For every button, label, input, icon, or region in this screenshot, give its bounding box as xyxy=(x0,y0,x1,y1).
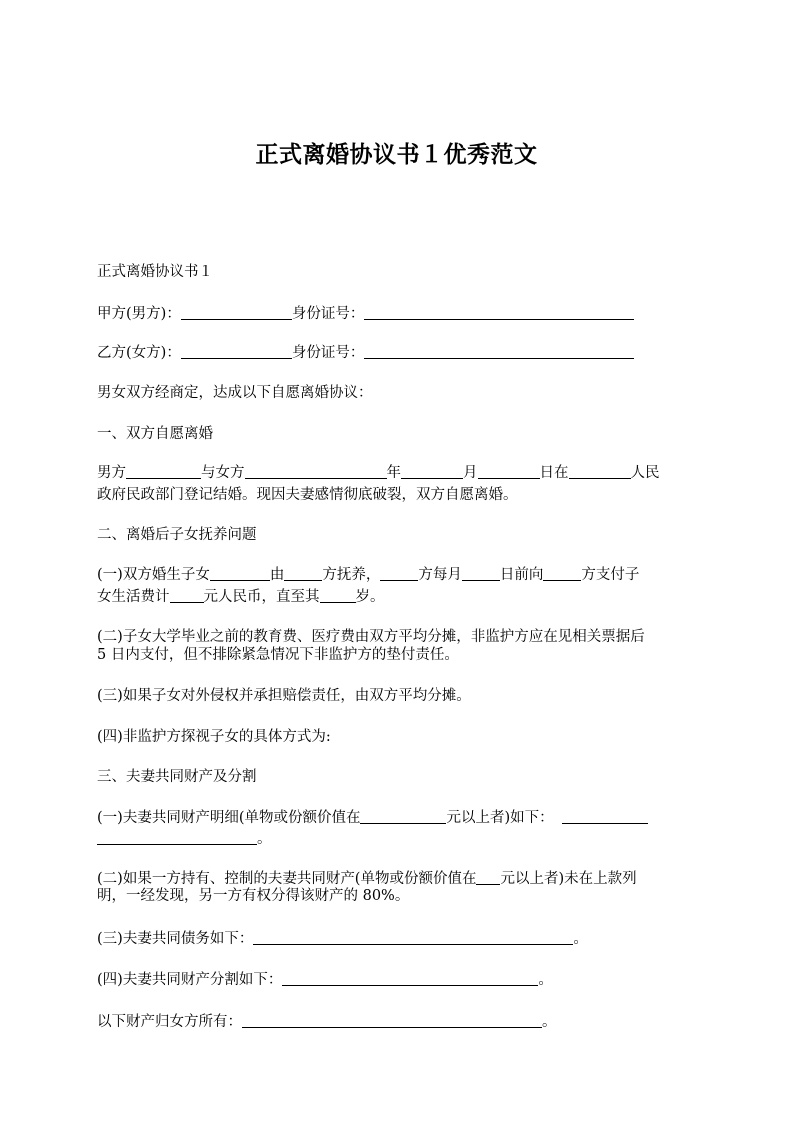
text-s3-item2-a: (二)如果一方持有、控制的夫妻共同财产(单物或份额价值在 xyxy=(97,871,477,887)
text-month: 月 xyxy=(463,465,478,481)
section2-item1-line2 xyxy=(97,587,385,607)
section3-item1-line1 xyxy=(97,808,648,828)
section3-item5 xyxy=(97,1012,557,1032)
party-a-id-label: 身份证号： xyxy=(291,306,365,322)
section2-item3: (三)如果子女对外侵权并承担赔偿责任，由双方平均分摊。 xyxy=(97,688,471,704)
hidden-value-blank[interactable] xyxy=(476,870,500,885)
place-blank[interactable] xyxy=(569,464,631,479)
custodian-blank[interactable] xyxy=(284,566,322,581)
woman-property-blank[interactable] xyxy=(242,1013,542,1028)
section3-item2-line2: 明，一经发现，另一方有权分得该财产的 80%。 xyxy=(97,888,410,904)
text-people: 人民 xyxy=(630,465,660,481)
age-blank[interactable] xyxy=(320,588,356,603)
text-s3-item3: (三)夫妻共同债务如下： xyxy=(97,931,254,947)
text-s3-item5-end: 。 xyxy=(542,1014,557,1030)
section2-item4: (四)非监护方探视子女的具体方式为: xyxy=(97,729,331,745)
section3-item1-line2 xyxy=(97,829,272,849)
value-threshold-blank[interactable] xyxy=(360,809,446,824)
text-s3-item3-end: 。 xyxy=(573,931,588,947)
text-man: 男方 xyxy=(97,465,126,481)
section2-item2-line1: (二)子女大学毕业之前的教育费、医疗费由双方平均分摊，非监护方应在见相关票据后 xyxy=(97,629,645,645)
text-item1-b: 由 xyxy=(269,567,285,583)
assets-list-blank-2[interactable] xyxy=(97,830,257,845)
agreement-intro: 男女双方经商定，达成以下自愿离婚协议： xyxy=(97,385,373,401)
section1-heading: 一、双方自愿离婚 xyxy=(97,426,213,442)
section2-item2-line2: 5 日内支付，但不排除紧急情况下非监护方的垫付责任。 xyxy=(97,647,459,663)
amount-blank[interactable] xyxy=(170,588,204,603)
text-s3-item1-a: (一)夫妻共同财产明细(单物或份额价值在 xyxy=(97,810,361,826)
document-title: 正式离婚协议书１优秀范文 xyxy=(255,142,538,168)
text-item1-e: 日前向 xyxy=(499,567,544,583)
section2-item1-line1 xyxy=(97,565,639,585)
text-with-woman: 与女方 xyxy=(201,465,245,481)
text-s3-item1-end: 。 xyxy=(257,831,272,847)
woman-name-blank[interactable] xyxy=(245,464,387,479)
text-item1-g: 女生活费计 xyxy=(97,589,170,605)
text-s3-item4-end: 。 xyxy=(538,972,553,988)
pay-day-blank[interactable] xyxy=(462,566,500,581)
division-blank[interactable] xyxy=(282,971,538,986)
debts-blank[interactable] xyxy=(253,930,573,945)
text-s3-item2-b: 元以上者)未在上款列 xyxy=(500,871,637,887)
party-a-line xyxy=(97,304,634,324)
year-blank[interactable] xyxy=(401,464,463,479)
payer-blank[interactable] xyxy=(380,566,418,581)
section1-paragraph-line2: 政府民政部门登记结婚。现因夫妻感情彻底破裂，双方自愿离婚。 xyxy=(97,487,518,503)
child-blank[interactable] xyxy=(210,566,270,581)
text-item1-a: (一)双方婚生子女 xyxy=(97,567,210,583)
section3-heading: 三、夫妻共同财产及分割 xyxy=(97,769,257,785)
party-a-name-blank[interactable] xyxy=(181,305,292,320)
month-blank[interactable] xyxy=(478,464,540,479)
text-item1-h: 元人民币，直至其 xyxy=(203,589,320,605)
section2-heading: 二、离婚后子女抚养问题 xyxy=(97,527,257,543)
party-b-id-label: 身份证号： xyxy=(291,345,365,361)
text-item1-i: 岁。 xyxy=(355,589,385,605)
text-s3-item4: (四)夫妻共同财产分割如下： xyxy=(97,972,283,988)
section3-item4 xyxy=(97,970,553,990)
text-s3-item1-b: 元以上者)如下： xyxy=(446,810,554,826)
payee-blank[interactable] xyxy=(543,566,581,581)
section3-item3 xyxy=(97,929,588,949)
party-b-label: 乙方(女方)： xyxy=(97,345,181,361)
man-name-blank[interactable] xyxy=(126,464,201,479)
text-item1-c: 方抚养， xyxy=(322,567,381,583)
subtitle: 正式离婚协议书１ xyxy=(97,264,213,280)
party-b-line xyxy=(97,343,634,363)
text-s3-item5: 以下财产归女方所有： xyxy=(97,1014,242,1030)
assets-list-blank-1[interactable] xyxy=(562,809,648,824)
text-day: 日在 xyxy=(539,465,569,481)
party-b-name-blank[interactable] xyxy=(181,344,292,359)
text-item1-f: 方支付子 xyxy=(581,567,640,583)
party-a-id-blank[interactable] xyxy=(364,305,634,320)
section1-paragraph-line1 xyxy=(97,463,660,483)
party-b-id-blank[interactable] xyxy=(364,344,634,359)
text-item1-d: 方每月 xyxy=(418,567,462,583)
text-year: 年 xyxy=(386,465,401,481)
party-a-label: 甲方(男方)： xyxy=(97,306,181,322)
